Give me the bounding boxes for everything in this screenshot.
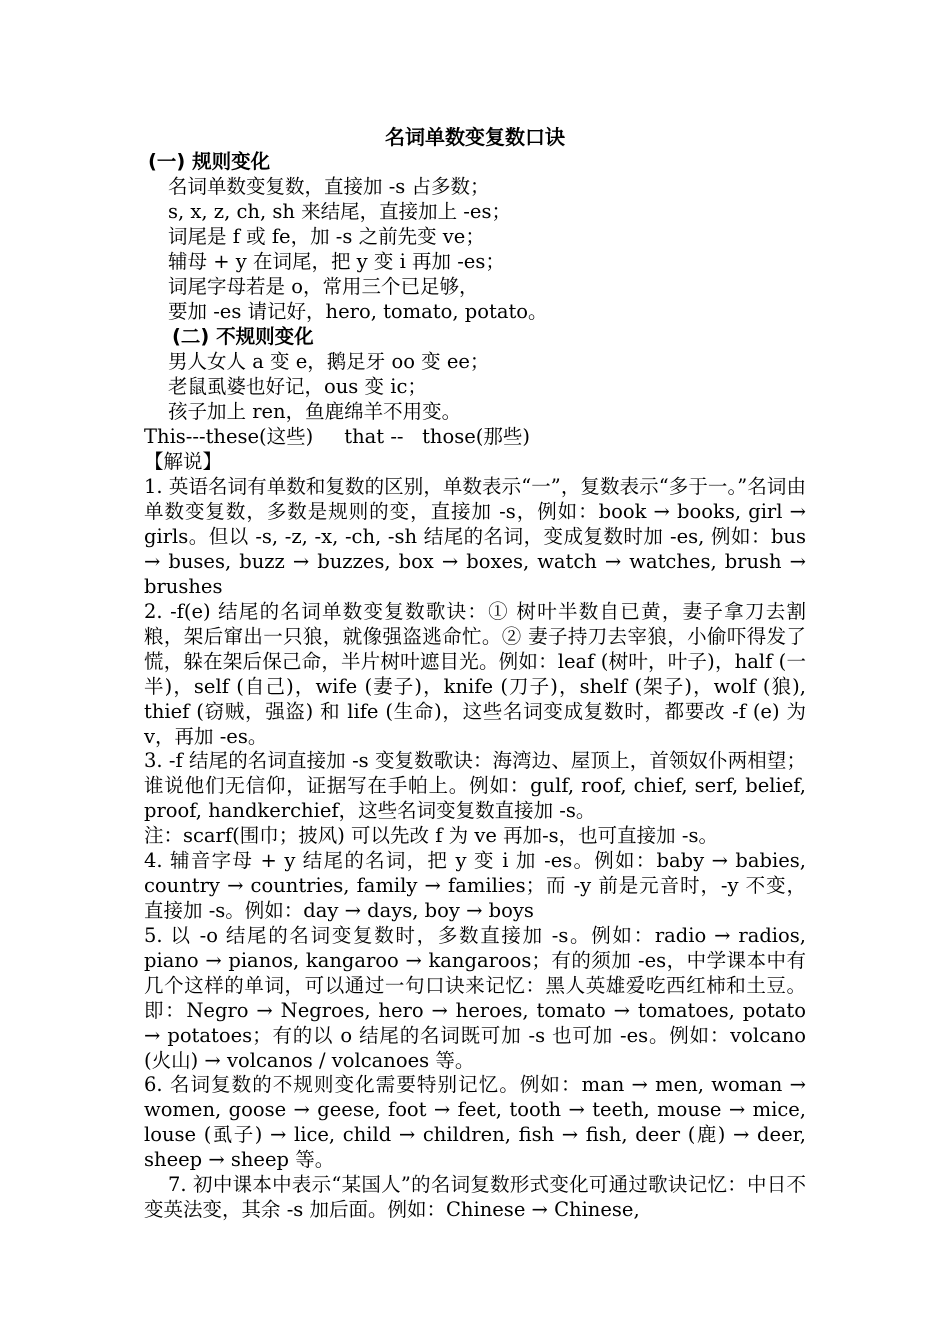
explain-heading: 【解说】 (144, 450, 223, 473)
rhyme-line: 孩子加上 ren，鱼鹿绵羊不用变。 (168, 400, 462, 423)
rhyme-line: 男人女人 a 变 e，鹅足牙 oo 变 ee； (168, 350, 490, 373)
note-paragraph: 注：scarf(围巾；披风) 可以先改 f 为 ve 再加-s，也可直接加 -s。 (144, 824, 718, 847)
rhyme-line: 词尾是 f 或 fe，加 -s 之前先变 ve； (168, 225, 485, 248)
rhyme-line: 要加 -es 请记好，hero, tomato, potato。 (168, 300, 548, 323)
document-title: 名词单数变复数口诀 (385, 125, 565, 149)
section-heading-regular: (一) 规则变化 (148, 150, 271, 173)
rhyme-line: 老鼠虱婆也好记，ous 变 ic； (168, 375, 427, 398)
explanation-paragraph: 1. 英语名词有单数和复数的区别，单数表示“一”，复数表示“多于一。”名词由单数变复数，多数是规则的变，直接加 -s，例如：book → books, girl → girls。但以 -s, -z, -x, -ch, -sh 结尾的名词，变成复数时加 -es, 例如：bus → buses, buzz → buzzes, box → boxes, watch → watches, brush → brushes (144, 475, 806, 598)
explanation-paragraph: 2. -f(e) 结尾的名词单数变复数歌诀：① 树叶半数自已黄，妻子拿刀去割粮，架后窜出一只狼，就像强盗逃命忙。② 妻子持刀去宰狼，小偷吓得发了慌，躲在架后保己命，半片树叶遮目光。例如：leaf (树叶，叶子)，half (一半)，self (自己)，wife (妻子)，knife (刀子)，shelf (架子)，wolf (狼), thief (窃贼，强盗) 和 life (生命)，这些名词变成复数时，都要改 -f (e) 为 v，再加 -es。 (144, 600, 806, 748)
explanation-paragraph: 4. 辅音字母 + y 结尾的名词，把 y 变 i 加 -es。例如：baby → babies, country → countries, family → families；而 -y 前是元音时，-y 不变，直接加 -s。例如：day → days, boy → boys (144, 849, 806, 922)
rhyme-line: s, x, z, ch, sh 来结尾，直接加上 -es； (168, 200, 511, 223)
explanation-paragraph: 6. 名词复数的不规则变化需要特别记忆。例如：man → men, woman → women, goose → geese, foot → feet, tooth → teeth, mouse → mice, louse (虱子) → lice, child → children, fish → fish, deer (鹿) → deer, sheep → sheep 等。 (144, 1073, 806, 1171)
rhyme-line: 辅母 + y 在词尾，把 y 变 i 再加 -es； (168, 250, 505, 273)
section-heading-irregular: (二) 不规则变化 (172, 325, 314, 348)
explanation-paragraph: 3. -f 结尾的名词直接加 -s 变复数歌诀：海湾边、屋顶上，首领奴仆两相望；谁说他们无信仰，证据写在手帕上。例如：gulf, roof, chief, serf, belief, proof, handkerchief，这些名词变复数直接加 -s。 (144, 749, 806, 822)
rhyme-line: 词尾字母若是 o，常用三个已足够， (168, 275, 479, 298)
explanation-paragraph: 5. 以 -o 结尾的名词变复数时，多数直接加 -s。例如：radio → radios, piano → pianos, kangaroo → kangaroos；有的须加 -es，中学课本中有几个这样的单词，可以通过一句口诀来记忆：黑人英雄爱吃西红柿和土豆。即：Negro → Negroes, hero → heroes, tomato → tomatoes, potato → potatoes；有的以 o 结尾的名词既可加 -s 也可加 -es。例如：volcano (火山) → volcanos / volcanoes 等。 (144, 924, 806, 1072)
demonstratives-line: This---these(这些) that -- those(那些) (144, 425, 530, 448)
explanation-paragraph: 7. 初中课本中表示“某国人”的名词复数形式变化可通过歌诀记忆：中日不变英法变，其余 -s 加后面。例如：Chinese → Chinese, (144, 1173, 806, 1221)
rhyme-line: 名词单数变复数，直接加 -s 占多数； (168, 175, 490, 198)
